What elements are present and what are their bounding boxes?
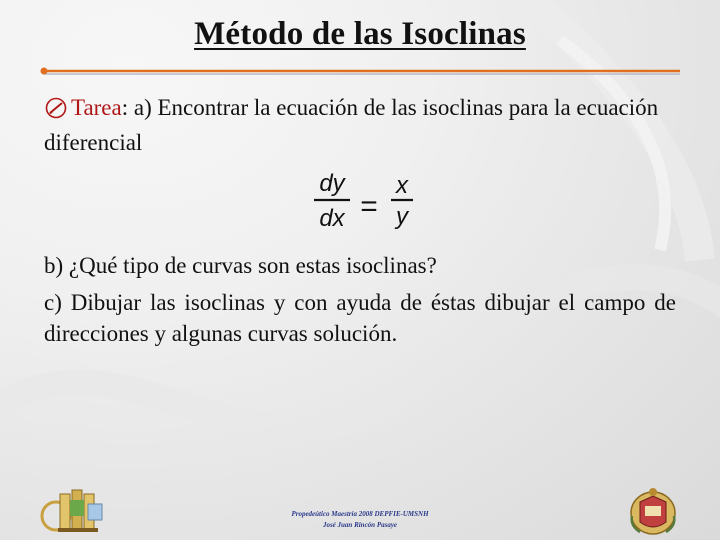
task-text-a: : a) Encontrar la ecuación de las isoclinas para la ecuación diferencial — [44, 95, 659, 155]
footer-course-line: Propedeútico Maestría 2008 DEPFIE-UMSNH — [291, 510, 429, 518]
task-paragraph-b: b) ¿Qué tipo de curvas son estas isoclinas? — [44, 253, 437, 278]
eq-equals-sign: = — [360, 190, 378, 223]
task-paragraph-a — [44, 92, 676, 158]
differential-equation — [312, 168, 422, 236]
eq-denominator-y: y — [396, 203, 408, 230]
footer-credits — [0, 509, 720, 531]
eq-numerator-x: x — [396, 172, 408, 199]
eq-numerator-dy: dy — [319, 170, 345, 197]
footer-author-line: José Juan Rincón Pasaye — [322, 521, 398, 529]
task-label: Tarea — [71, 95, 122, 120]
eq-denominator-dx: dx — [319, 205, 345, 232]
pencil-icon — [44, 96, 68, 127]
task-paragraph-c: c) Dibujar las isoclinas y con ayuda de éstas dibujar el campo de direcciones y algunas curvas solución. — [44, 290, 676, 346]
title-underline-rule — [40, 67, 680, 77]
slide-title: Método de las Isoclinas — [194, 16, 526, 52]
university-seal-icon — [628, 486, 678, 536]
